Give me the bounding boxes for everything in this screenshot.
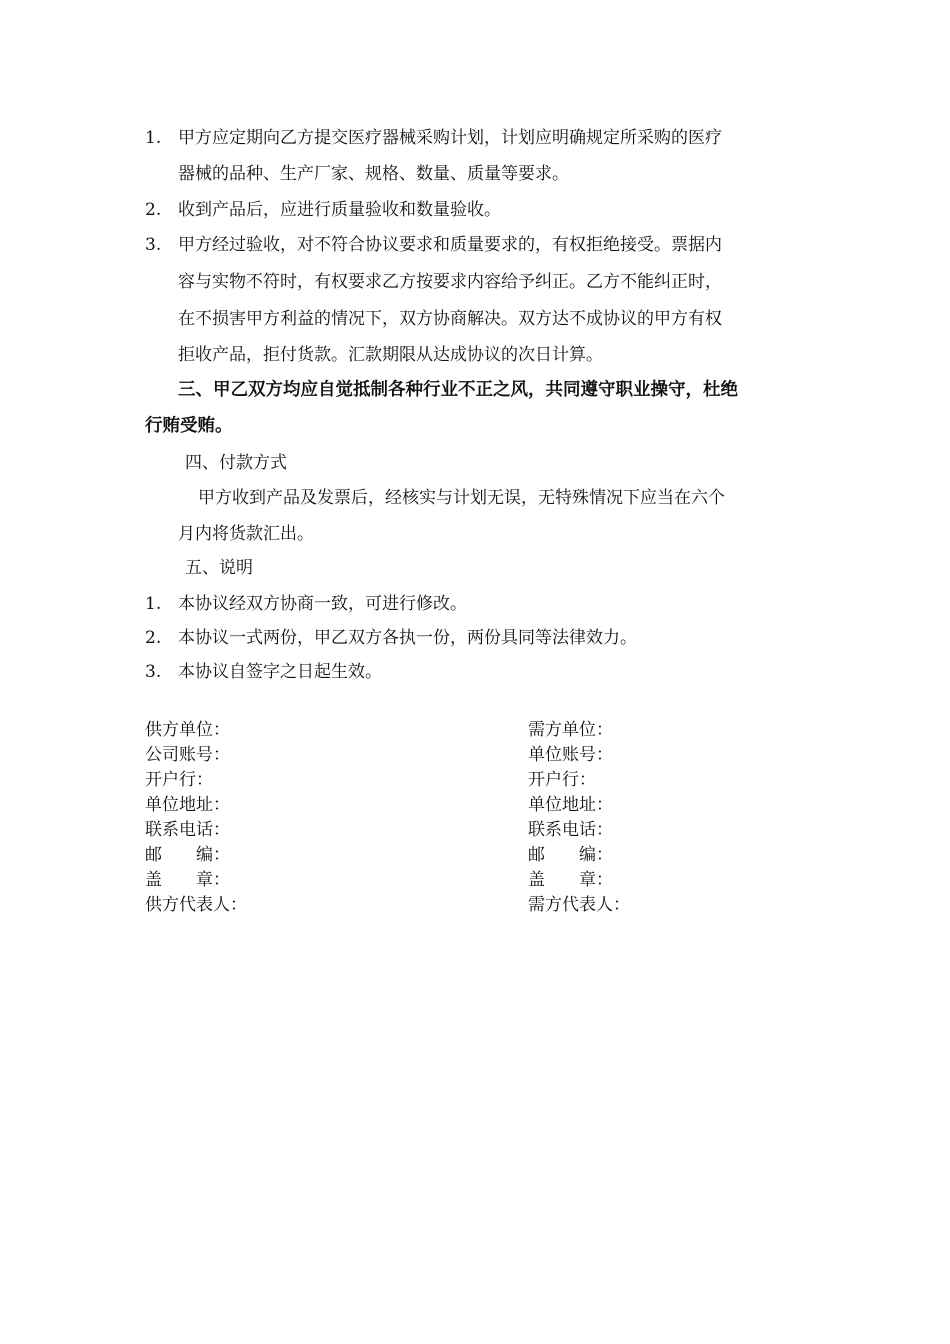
buyer-address-label: 单位地址： [528,795,613,815]
buyer-postcode-label: 邮 编： [528,845,613,865]
supplier-seal-label: 盖 章： [145,870,230,890]
supplier-unit-label: 供方单位： [145,720,230,740]
buyer-seal-label: 盖 章： [528,870,613,890]
paragraph-text: 月内将货款汇出。 [178,524,314,544]
clause-text: 拒收产品，拒付货款。汇款期限从达成协议的次日计算。 [178,345,603,365]
list-number: 1. [145,128,162,148]
supplier-bank-label: 开户行： [145,770,213,790]
buyer-representative-label: 需方代表人： [528,895,630,915]
clause-text: 收到产品后，应进行质量验收和数量验收。 [178,200,501,220]
buyer-bank-label: 开户行： [528,770,596,790]
supplier-representative-label: 供方代表人： [145,895,247,915]
list-number: 3. [145,235,162,255]
buyer-unit-label: 需方单位： [528,720,613,740]
supplier-postcode-label: 邮 编： [145,845,230,865]
buyer-phone-label: 联系电话： [528,820,613,840]
section-heading-bold: 行贿受贿。 [145,416,233,436]
list-number: 2. [145,200,162,220]
clause-text: 容与实物不符时，有权要求乙方按要求内容给予纠正。乙方不能纠正时， [178,272,722,292]
clause-text: 甲方经过验收，对不符合协议要求和质量要求的，有权拒绝接受。票据内 [178,235,722,255]
clause-text: 甲方应定期向乙方提交医疗器械采购计划，计划应明确规定所采购的医疗 [178,128,722,148]
list-number: 2. [145,628,162,648]
list-number: 3. [145,662,162,682]
supplier-account-label: 公司账号： [145,745,230,765]
buyer-account-label: 单位账号： [528,745,613,765]
supplier-phone-label: 联系电话： [145,820,230,840]
clause-text: 本协议一式两份，甲乙双方各执一份，两份具同等法律效力。 [178,628,637,648]
list-number: 1. [145,594,162,614]
clause-text: 本协议经双方协商一致，可进行修改。 [178,594,467,614]
clause-text: 在不损害甲方利益的情况下，双方协商解决。双方达不成协议的甲方有权 [178,309,722,329]
clause-text: 本协议自签字之日起生效。 [178,662,382,682]
supplier-address-label: 单位地址： [145,795,230,815]
clause-text: 器械的品种、生产厂家、规格、数量、质量等要求。 [178,164,569,184]
section-heading: 四、付款方式 [185,453,287,473]
section-heading-bold: 三、甲乙双方均应自觉抵制各种行业不正之风，共同遵守职业操守，杜绝 [178,380,738,400]
paragraph-text: 甲方收到产品及发票后，经核实与计划无误，无特殊情况下应当在六个 [198,488,725,508]
section-heading: 五、说明 [185,558,253,578]
